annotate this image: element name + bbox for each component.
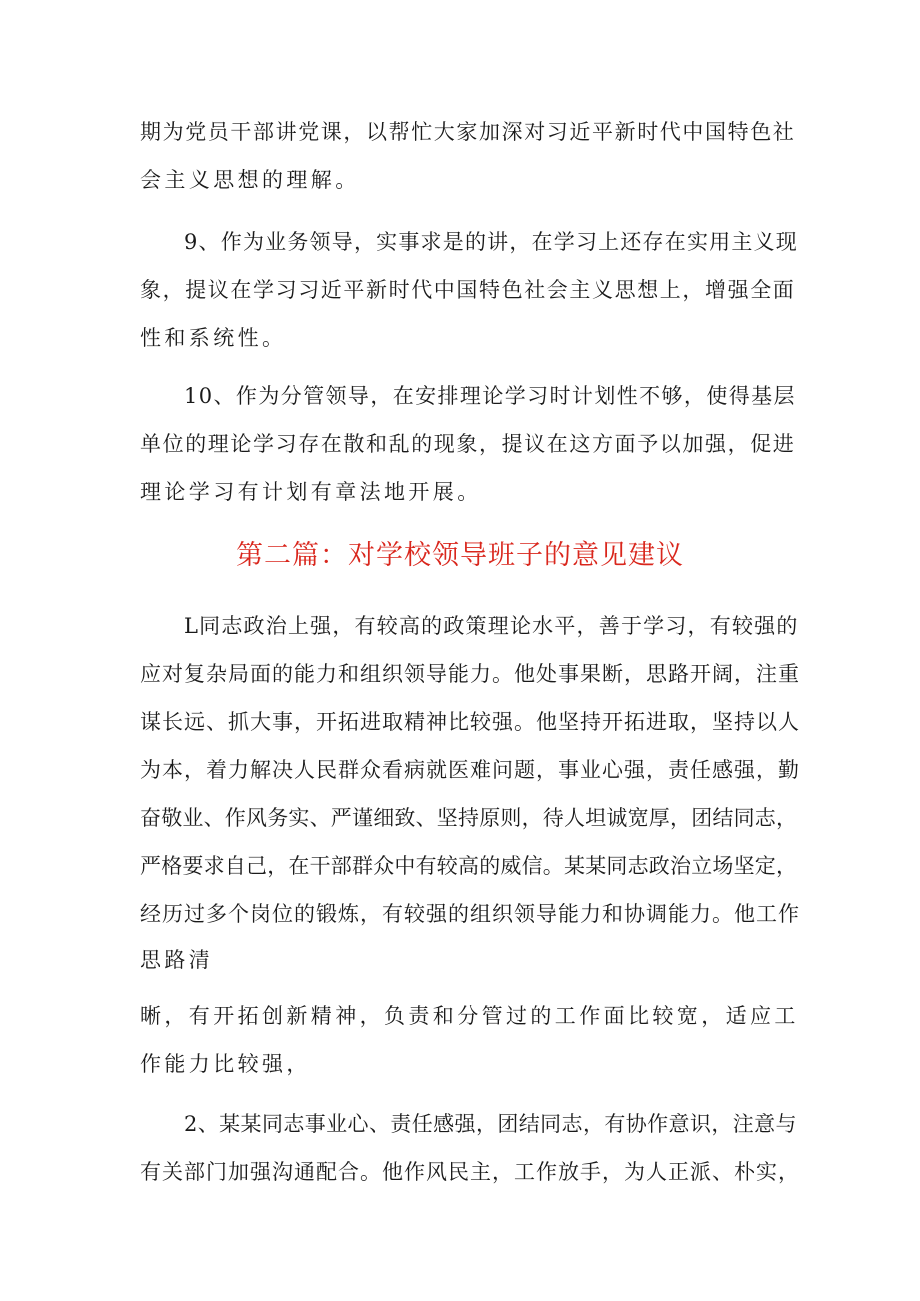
paragraph-line: 谋长远、抓大事，开拓进取精神比较强。他坚持开拓进取，坚持以人	[140, 710, 800, 734]
paragraph-line: 性和系统性。	[140, 326, 287, 350]
paragraph-line: 有关部门加强沟通配合。他作风民主，工作放手，为人正派、朴实，	[140, 1160, 800, 1184]
paragraph-line: 9、作为业务领导，实事求是的讲，在学习上还存在实用主义现	[184, 230, 798, 254]
paragraph-line: 会主义思想的理解。	[140, 168, 360, 192]
paragraph-line: 10、作为分管领导，在安排理论学习时计划性不够，使得基层	[184, 384, 796, 408]
paragraph-line: 2、某某同志事业心、责任感强，团结同志，有协作意识，注意与	[184, 1112, 797, 1136]
paragraph-line: L同志政治上强，有较高的政策理论水平，善于学习，有较强的	[184, 614, 799, 638]
paragraph-line: 晰，有开拓创新精神，负责和分管过的工作面比较宽，适应工	[140, 1004, 799, 1028]
paragraph-line: 为本，着力解决人民群众看病就医难问题，事业心强，责任感强，勤	[140, 758, 800, 782]
paragraph-line: 思路清	[140, 948, 214, 972]
paragraph-line: 严格要求自己，在干部群众中有较高的威信。某某同志政治立场坚定，	[140, 854, 798, 878]
paragraph-line: 作能力比较强，	[140, 1052, 311, 1076]
paragraph-line: 象，提议在学习习近平新时代中国特色社会主义思想上，增强全面	[140, 278, 796, 302]
paragraph-line: 单位的理论学习存在散和乱的现象，提议在这方面予以加强，促进	[140, 432, 796, 456]
section-heading: 第二篇：对学校领导班子的意见建议	[236, 540, 684, 571]
paragraph-line: 经历过多个岗位的锻炼，有较强的组织领导能力和协调能力。他工作	[140, 902, 800, 926]
paragraph-line: 奋敬业、作风务实、严谨细致、坚持原则，待人坦诚宽厚，团结同志，	[140, 806, 798, 830]
paragraph-line: 理论学习有计划有章法地开展。	[140, 480, 482, 504]
paragraph-line: 应对复杂局面的能力和组织领导能力。他处事果断，思路开阔，注重	[140, 662, 800, 686]
paragraph-line: 期为党员干部讲党课，以帮忙大家加深对习近平新时代中国特色社	[140, 120, 796, 144]
